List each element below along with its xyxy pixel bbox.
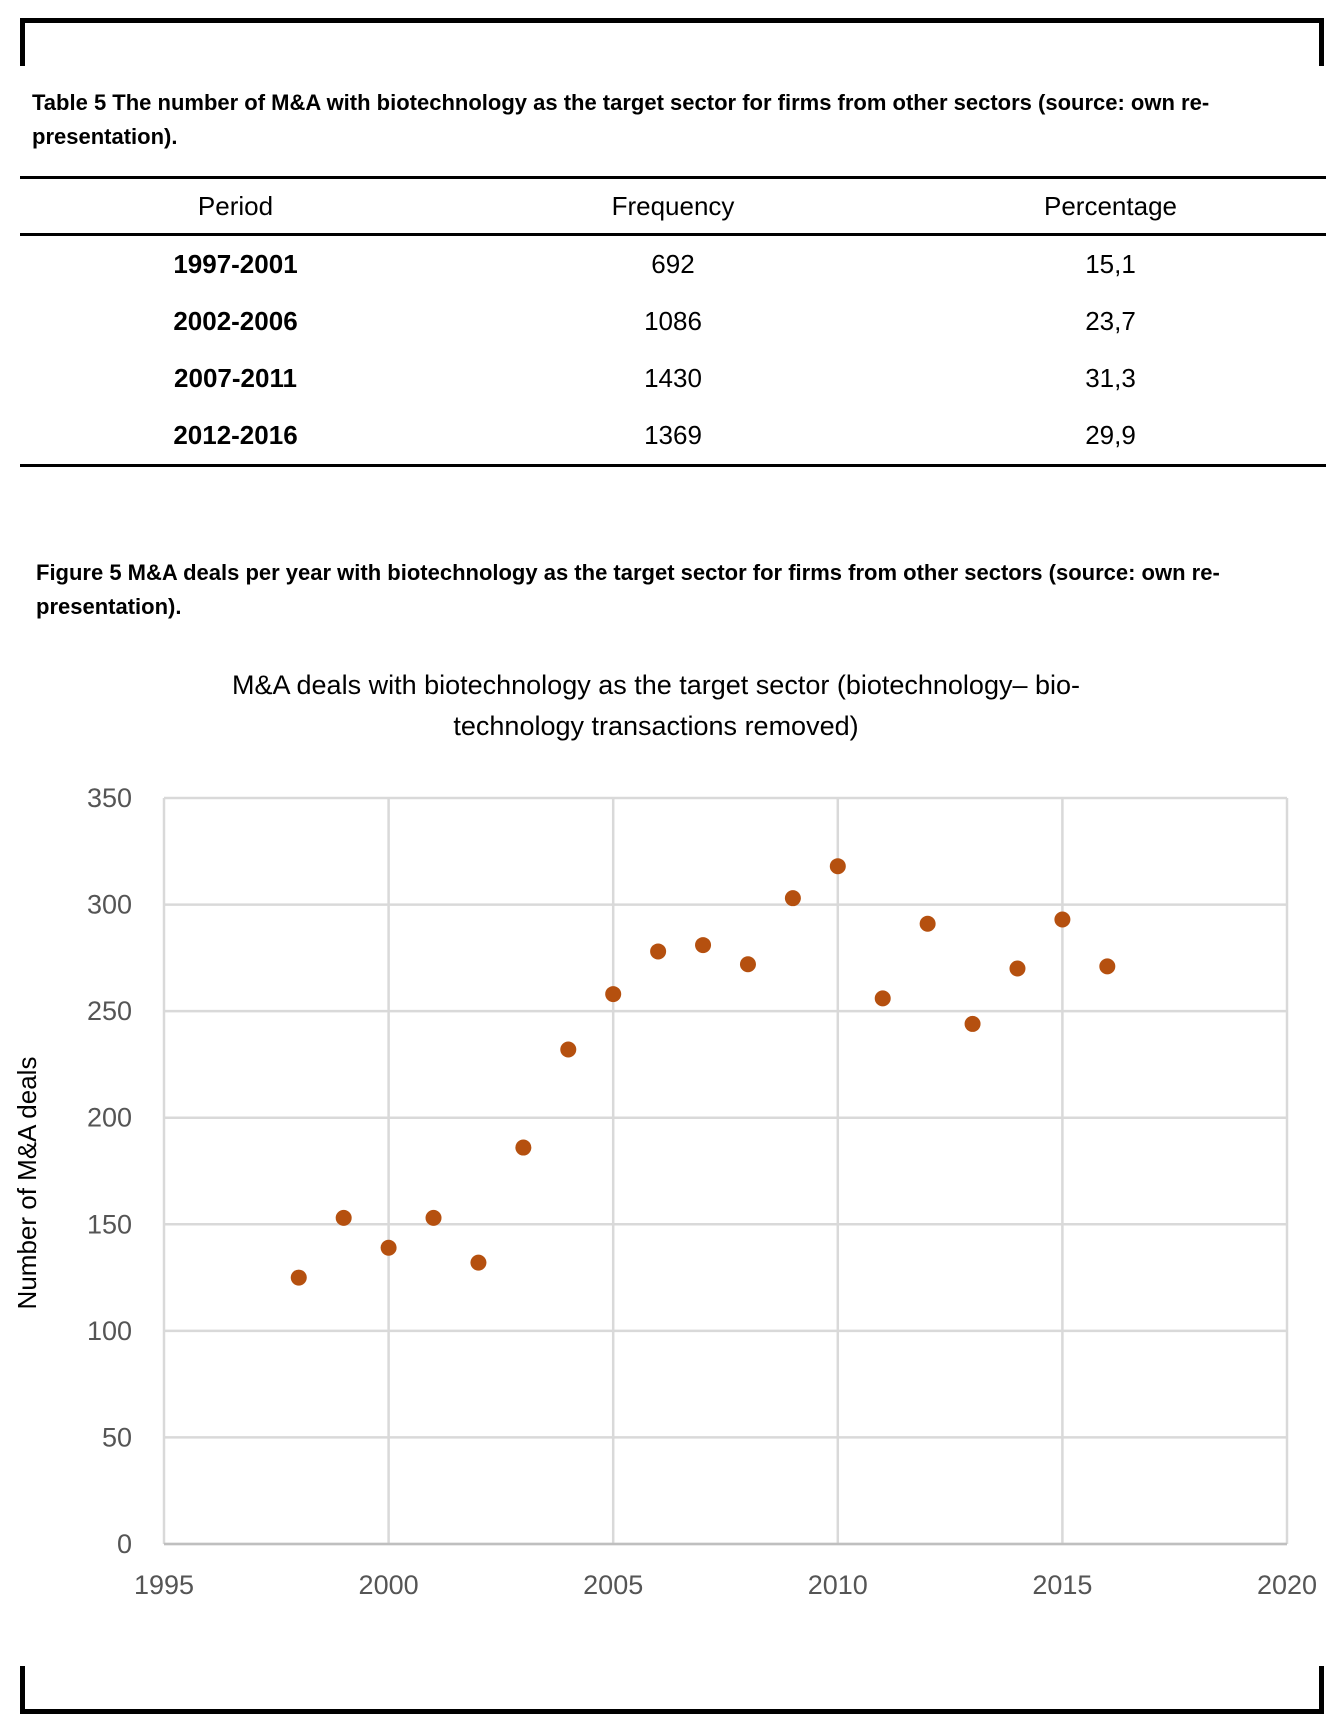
x-tick-label: 2000 [358,1570,419,1600]
data-point [1099,958,1115,974]
data-points [291,858,1116,1285]
y-tick-label: 250 [86,996,132,1027]
y-tick-label: 50 [101,1422,132,1453]
y-tick-label: 350 [86,783,132,813]
data-point [560,1042,576,1058]
y-tick-label: 300 [86,889,132,920]
data-point [605,986,621,1002]
cell-period: 2012-2016 [20,407,451,466]
data-point [785,890,801,906]
chart-title-line-1: M&A deals with biotechnology as the target sector (biotechnology– bio- [232,670,1080,700]
data-point [965,1016,981,1032]
data-point [830,858,846,874]
table-row [20,350,1326,407]
cell-percentage: 15,1 [1085,249,1136,279]
cell-frequency: 1086 [644,306,702,336]
data-point [920,916,936,932]
data-point [1054,911,1070,927]
table-caption: Table 5 The number of M&A with biotechnology as the target sector for firms from other sectors (source: own re-presentation). [32,90,1210,149]
bottom-bracket [20,1666,1324,1714]
x-tick-label: 2015 [1032,1570,1093,1600]
header-percentage: Percentage [895,178,1326,235]
cell-frequency: 1369 [451,407,895,466]
top-bracket [20,18,1324,66]
data-point [1009,961,1025,977]
cell-percentage: 23,7 [1085,306,1136,336]
scatter-chart [0,650,1344,1650]
y-axis-ticks [87,783,132,1559]
data-point [426,1210,442,1226]
table-header-row [20,178,1326,235]
header-frequency: Frequency [451,178,895,235]
y-tick-label: 150 [86,1209,132,1240]
cell-period: 2007-2011 [174,363,297,393]
data-point [470,1255,486,1271]
x-tick-label: 2010 [807,1570,868,1600]
data-point [336,1210,352,1226]
frequency-table [20,176,1326,467]
y-tick-label: 0 [116,1529,132,1559]
data-point [515,1140,531,1156]
data-point [875,990,891,1006]
cell-percentage: 31,3 [1085,363,1136,393]
y-tick-label: 100 [86,1315,132,1346]
data-point [381,1240,397,1256]
cell-percentage: 29,9 [895,407,1326,466]
cell-period: 1997-2001 [173,249,298,279]
x-axis-ticks [134,1570,1317,1600]
cell-frequency: 692 [651,249,695,279]
data-point [291,1270,307,1286]
y-axis-label: Number of M&A deals [12,1056,42,1310]
figure-caption: Figure 5 M&A deals per year with biotechnology as the target sector for firms from other sectors (source: own re-presentation). [36,560,1220,619]
cell-frequency: 1430 [644,363,702,393]
chart-title-line-2: technology transactions removed) [453,711,859,741]
data-point [650,943,666,959]
data-point [740,956,756,972]
table-row [20,407,1326,466]
table-row [20,293,1326,350]
gridlines [164,798,1287,1544]
x-tick-label: 2020 [1256,1570,1318,1600]
header-period: Period [20,178,451,235]
data-point [695,937,711,953]
y-tick-label: 200 [86,1102,132,1133]
cell-period: 2002-2006 [173,306,298,336]
table-row [20,235,1326,294]
x-tick-label: 2005 [583,1570,644,1600]
x-tick-label: 1995 [133,1570,195,1600]
